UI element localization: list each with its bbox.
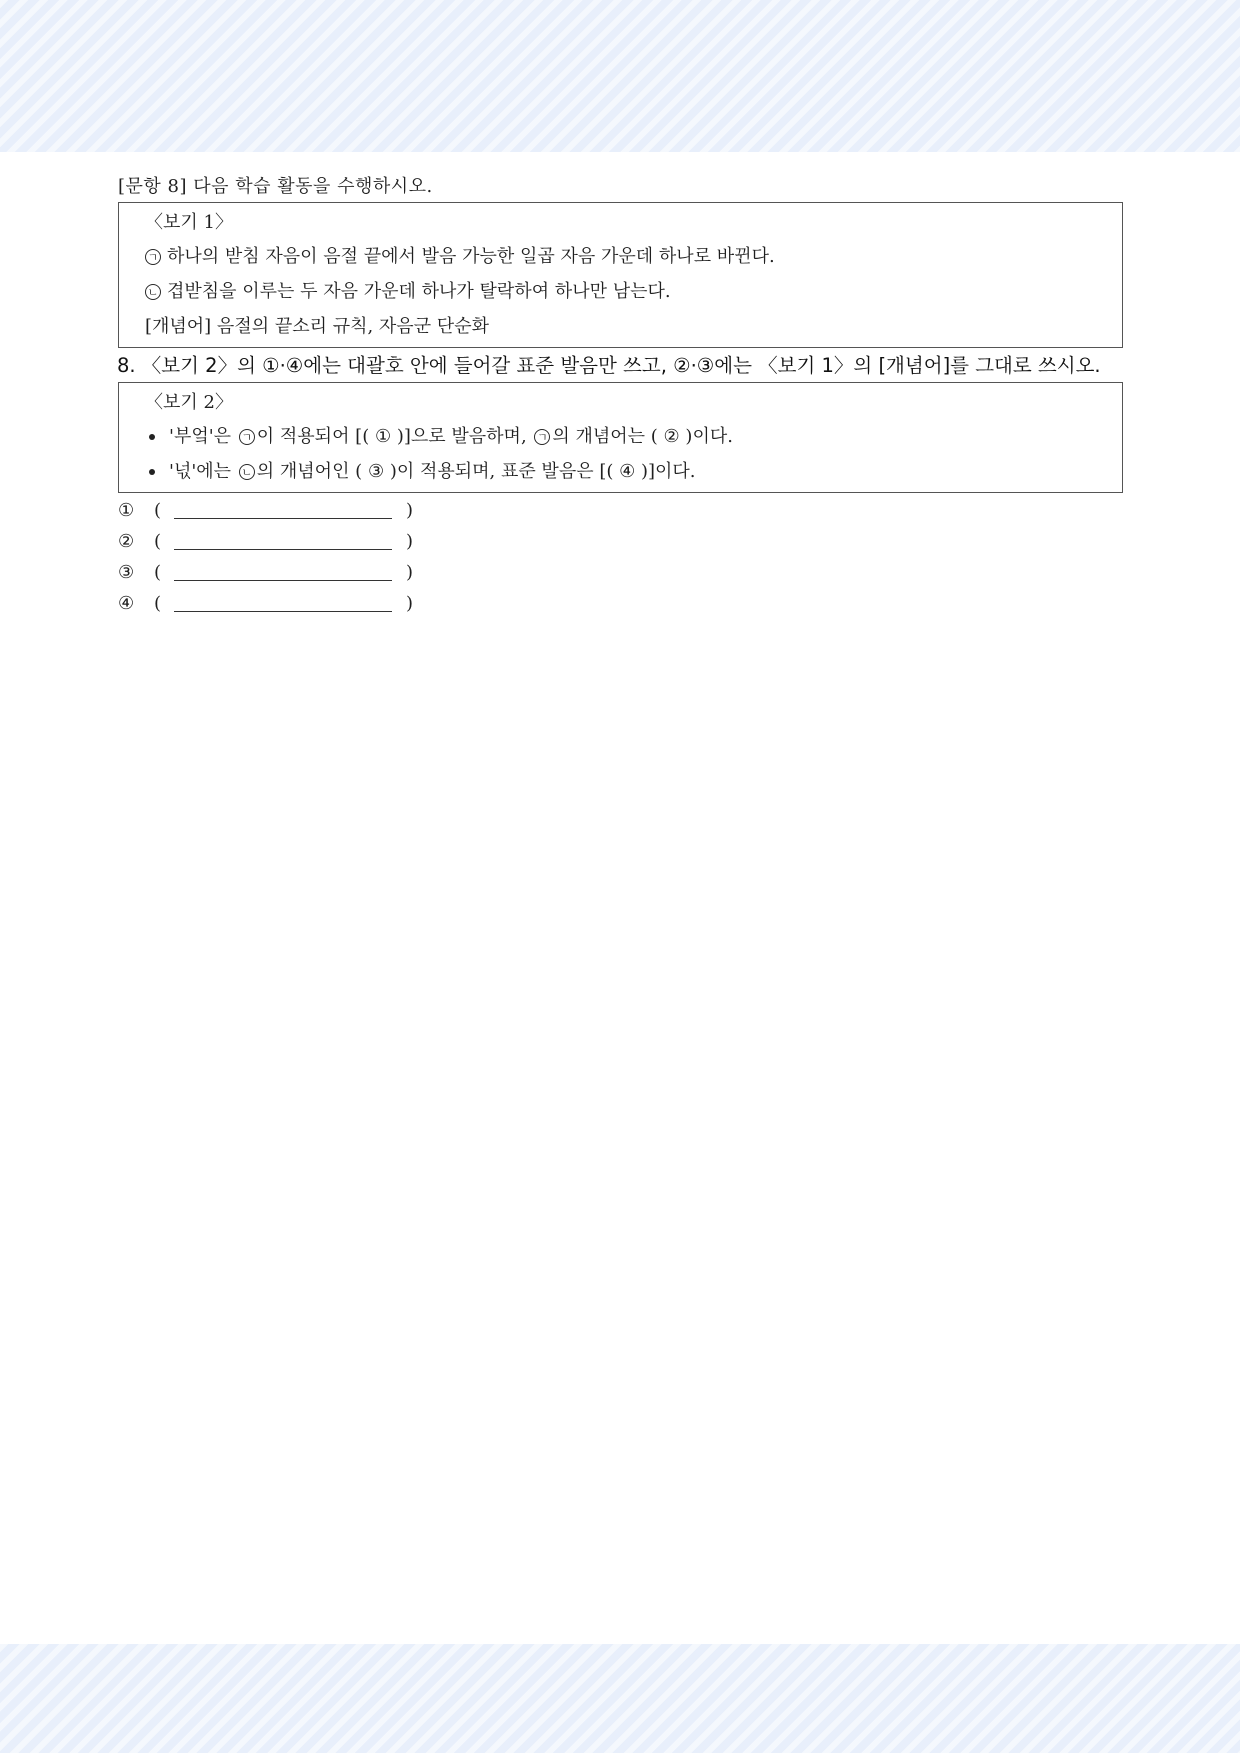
bullet-1-text-e: )이다. [685, 426, 733, 447]
bottom-decorative-band [0, 1644, 1240, 1753]
example-box-1-item-2 [145, 278, 1110, 306]
example-box-2-bullet-2 [145, 458, 1110, 486]
answer-blank-4[interactable] [174, 595, 392, 612]
blank-marker-4: ④ [619, 461, 636, 482]
open-paren: ( [154, 593, 162, 614]
example-box-2 [118, 382, 1123, 493]
answer-number: ③ [118, 562, 135, 583]
bullet-icon [149, 434, 155, 440]
bullet-2-text-b: 의 개념어인 ( [256, 461, 363, 482]
blank-marker-2: ② [663, 426, 680, 447]
bullet-1-text-b: 이 적용되어 [( [256, 426, 370, 447]
bullet-2-text-a: '넋'에는 [169, 461, 232, 482]
example-box-1-title: 〈보기 1〉 [145, 212, 233, 233]
answer-row-2[interactable] [118, 526, 1123, 557]
bullet-icon [149, 469, 155, 475]
close-paren: ) [406, 562, 414, 583]
open-paren: ( [154, 562, 162, 583]
bullet-1-text-c: )]으로 발음하며, [396, 426, 527, 447]
answer-number: ① [118, 500, 135, 521]
answer-list [118, 495, 1123, 619]
bullet-1-text-d: 의 개념어는 ( [552, 426, 658, 447]
bullet-2-text-c: )이 적용되며, 표준 발음은 [( [389, 461, 614, 482]
circled-giyeok-marker: ㄱ [239, 429, 255, 445]
bullet-1-text-a: '부엌'은 [169, 426, 232, 447]
answer-blank-3[interactable] [174, 564, 392, 581]
close-paren: ) [406, 500, 414, 521]
question-header: [문항 8] 다음 학습 활동을 수행하시오. [118, 176, 433, 197]
example-box-1-item-1-text: 하나의 받침 자음이 음절 끝에서 발음 가능한 일곱 자음 가운데 하나로 바뀐다. [167, 246, 775, 267]
circled-giyeok-marker: ㄱ [145, 249, 161, 265]
bullet-2-text-d: )]이다. [640, 461, 696, 482]
close-paren: ) [406, 593, 414, 614]
open-paren: ( [154, 531, 162, 552]
answer-blank-1[interactable] [174, 502, 392, 519]
close-paren: ) [406, 531, 414, 552]
answer-row-4[interactable] [118, 588, 1123, 619]
circled-nieun-marker: ㄴ [239, 464, 255, 480]
example-box-1-item-2-text: 겹받침을 이루는 두 자음 가운데 하나가 탈락하여 하나만 남는다. [167, 281, 671, 302]
answer-blank-2[interactable] [174, 533, 392, 550]
answer-number: ② [118, 531, 135, 552]
answer-number: ④ [118, 593, 135, 614]
answer-row-3[interactable] [118, 557, 1123, 588]
blank-marker-1: ① [374, 426, 392, 447]
circled-nieun-marker: ㄴ [145, 284, 161, 300]
answer-row-1[interactable] [118, 495, 1123, 526]
example-box-2-title: 〈보기 2〉 [145, 392, 233, 413]
circled-giyeok-marker: ㄱ [534, 429, 550, 445]
question-content [118, 174, 1123, 619]
example-box-1 [118, 202, 1123, 348]
example-box-1-item-1 [145, 243, 1110, 271]
example-box-2-bullet-1 [145, 423, 1110, 451]
blank-marker-3: ③ [367, 461, 385, 482]
open-paren: ( [154, 500, 162, 521]
top-decorative-band [0, 0, 1240, 152]
question-prompt: 8. 〈보기 2〉의 ①·④에는 대괄호 안에 들어갈 표준 발음만 쓰고, ②·③에는 〈보기 1〉의 [개념어]를 그대로 쓰시오. [117, 354, 1101, 377]
example-box-1-concepts: [개념어] 음절의 끝소리 규칙, 자음군 단순화 [145, 316, 489, 337]
